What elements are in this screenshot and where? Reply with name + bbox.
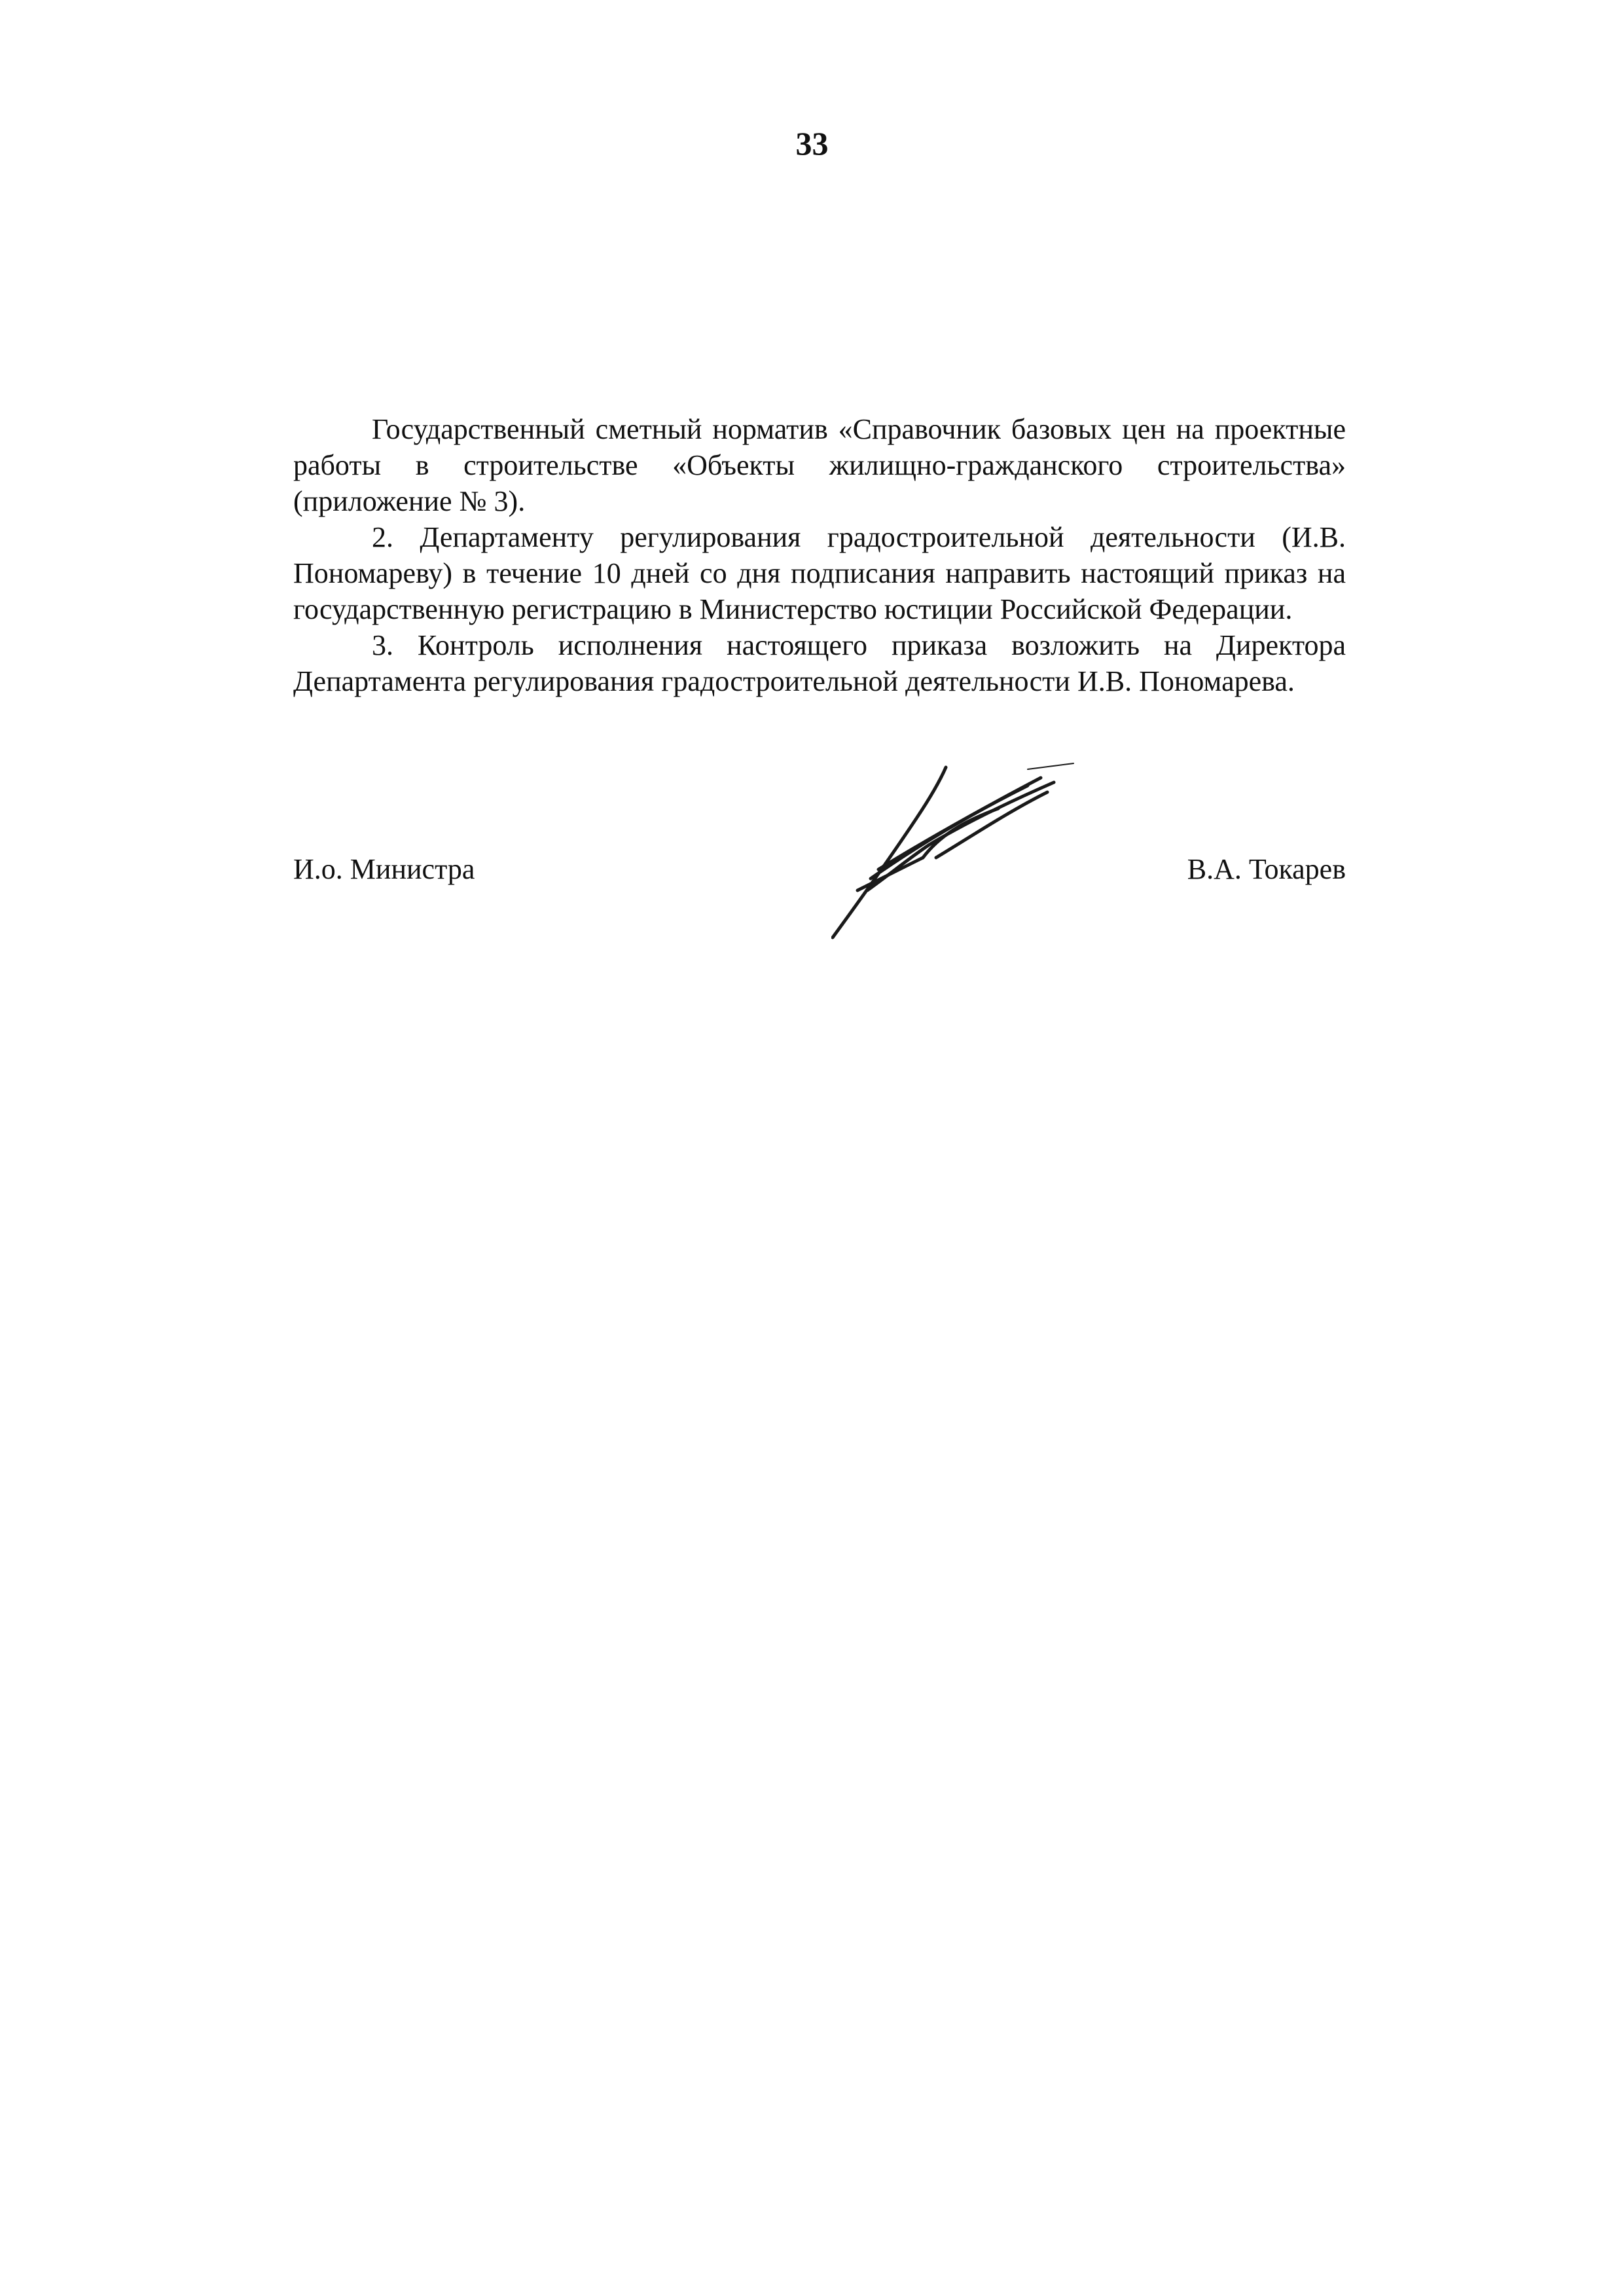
signature-block xyxy=(293,851,1346,903)
page-number: 33 xyxy=(795,125,829,162)
paragraph-appendix-3: Государственный сметный норматив «Справочник базовых цен на проектные работы в строительстве «Объекты жилищно-гражданского строительства» (приложение № 3). xyxy=(293,413,1346,517)
paragraph-3-control: 3. Контроль исполнения настоящего приказа возложить на Директора Департамента регулирования градостроительной деятельности И.В. Пономарева. xyxy=(293,629,1346,697)
document-body xyxy=(293,411,1346,699)
signatory-title: И.о. Министра xyxy=(293,853,475,885)
signatory-name: В.А. Токарев xyxy=(1187,853,1346,885)
handwritten-signature-icon xyxy=(831,759,1080,943)
paragraph-2-registration: 2. Департаменту регулирования градостроительной деятельности (И.В. Пономареву) в течение 10 дней со дня подписания направить настоящий приказ на государственную регистрацию в Министерство юстиции Российской Федерации. xyxy=(293,521,1346,625)
